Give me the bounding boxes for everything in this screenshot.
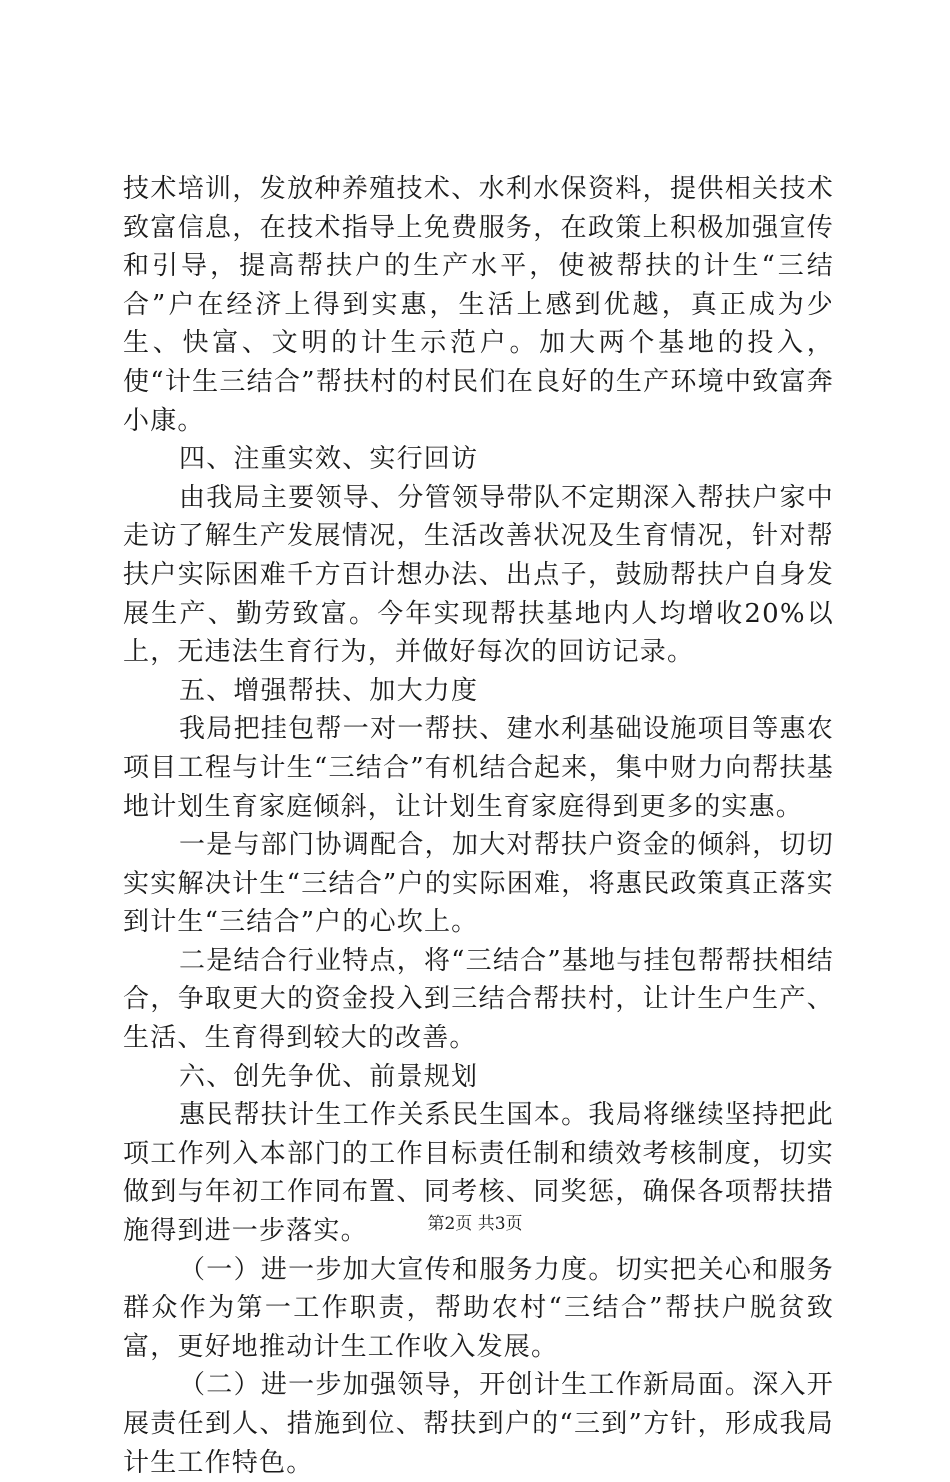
section-heading-4: 四、注重实效、实行回访 xyxy=(179,444,479,475)
section-heading-6: 六、创先争优、前景规划 xyxy=(179,1061,479,1092)
paragraph-item-one: （一）进一步加大宣传和服务力度。切实把关心和服务群众作为第一工作职责，帮助农村“三结合”帮扶户脱贫致富，更好地推动计生工作收入发展。 xyxy=(123,1254,834,1362)
paragraph-planning: 惠民帮扶计生工作关系民生国本。我局将继续坚持把此项工作列入本部门的工作目标责任制和绩效考核制度，切实做到与年初工作同布置、同考核、同奖惩，确保各项帮扶措施得到进一步落实。 xyxy=(123,1100,834,1247)
paragraph-continuation: 技术培训，发放种养殖技术、水利水保资料，提供相关技术致富信息，在技术指导上免费服务，在政策上积极加强宣传和引导，提高帮扶户的生产水平，使被帮扶的计生“三结合”户在经济上得到实惠，生活上感到优越，真正成为少生、快富、文明的计生示范户。加大两个基地的投入，使“计生三结合”帮扶村的村民们在良好的生产环境中致富奔小康。 xyxy=(123,174,834,436)
paragraph-support: 我局把挂包帮一对一帮扶、建水利基础设施项目等惠农项目工程与计生“三结合”有机结合起来，集中财力向帮扶基地计划生育家庭倾斜，让计划生育家庭得到更多的实惠。 xyxy=(123,714,834,822)
paragraph-visits: 由我局主要领导、分管领导带队不定期深入帮扶户家中走访了解生产发展情况，生活改善状况及生育情况，针对帮扶户实际困难千方百计想办法、出点子，鼓励帮扶户自身发展生产、勤劳致富。今年实现帮扶基地内人均增收20%以上，无违法生育行为，并做好每次的回访记录。 xyxy=(123,482,834,668)
page-number-footer: 第2页 共3页 xyxy=(427,1214,523,1234)
paragraph-item-two: （二）进一步加强领导，开创计生工作新局面。深入开展责任到人、措施到位、帮扶到户的“三到”方针，形成我局计生工作特色。 xyxy=(123,1370,834,1478)
document-body xyxy=(123,170,834,1482)
section-heading-5: 五、增强帮扶、加大力度 xyxy=(179,675,479,706)
paragraph-point-two: 二是结合行业特点，将“三结合”基地与挂包帮帮扶相结合，争取更大的资金投入到三结合帮扶村，让计生户生产、生活、生育得到较大的改善。 xyxy=(123,945,834,1054)
paragraph-point-one: 一是与部门协调配合，加大对帮扶户资金的倾斜，切切实实解决计生“三结合”户的实际困难，将惠民政策真正落实到计生“三结合”户的心坎上。 xyxy=(123,830,834,938)
